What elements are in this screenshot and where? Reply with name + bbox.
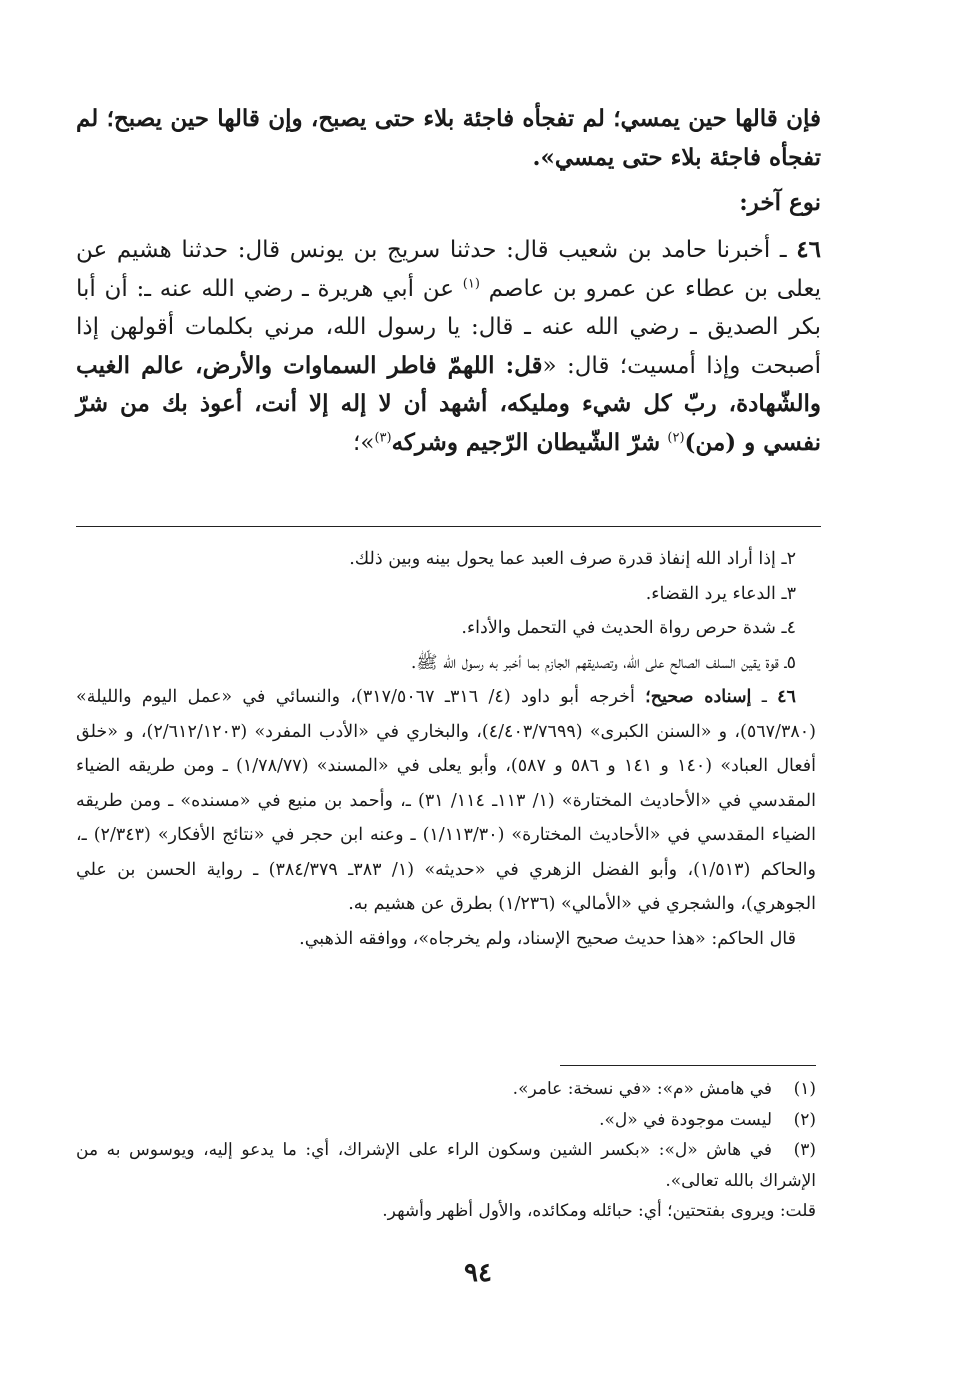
hadith-matn: عن أبي هريرة ـ رضي الله عنه ـ: أن أبا بكر الصديق ـ رضي الله عنه ـ قال: يا رسول الله، مرني بكلمات أقولهن إذا أصبحت وإذا أمسيت؛ قال: « <box>76 275 821 379</box>
hadith-number: ٤٦ <box>796 236 822 263</box>
footnote-ref-2[interactable]: (٢) <box>667 429 685 445</box>
hadith-close: »؛ <box>353 429 375 456</box>
footnote-1 <box>76 1074 816 1105</box>
footnote-marker: (٢) <box>793 1109 816 1130</box>
takhrij-text: أخرجه أبو داود (٤/ ٣١٦ـ ٣١٧/٥٠٦٧)، والنسائي في «عمل اليوم والليلة» (٥٦٧/٣٨٠)، و «السنن الكبرى» (٤/٤٠٣/٧٦٩٩)، والبخاري في «الأدب المفرد» (٢/٦١٢/١٢٠٣)، و «خلق أفعال العباد» (١٤٠ و ١٤١ و ٥٨٦ و ٥٨٧)، وأبو يعلى في «المسند» (١/٧٨/٧٧) ـ ومن طريقه الضياء المقدسي في «الأحاديث المختارة» (١/ ١١٣ـ ١١٤/ ٣١) ـ، وأحمد بن منيع في «مسنده» ـ ومن طريقه الضياء المقدسي في «الأحاديث المختارة» (١/١١٣/٣٠) ـ وعنه ابن حجر في «نتائج الأفكار» (٢/٣٤٣) ـ، والحاكم (١/٥١٣)، وأبو الفضل الزهري في «حديثه» (١/ ٣٨٣ـ ٣٨٤/٣٧٩) ـ رواية الحسن بن علي الجوهري)، والشجري في «الأمالي» (١/٢٣٦) بطرق عن هشيم به. <box>76 687 817 914</box>
hadith-dua-part-1: قل: اللهمّ فاطر السماوات والأرض، عالم الغيب والشّهادة، ربّ كل شيء ومليكه، أشهد أن لا إله إلا أنت، أعوذ بك من شرّ نفسي و (من) <box>76 351 821 456</box>
hadith-dua-part-2: شرّ الشّيطان الرّجيم وشركه <box>391 428 661 456</box>
divider-line <box>76 526 821 527</box>
note-2: ٢ـ إذا أراد الله إنفاذ قدرة صرف العبد عما يحول بينه وبين ذلك. <box>349 549 796 569</box>
footnote-3 <box>76 1135 816 1196</box>
note-5: ٥ـ قوة يقين السلف الصالح على الله، وتصديقهم الجازم بما أخبر به رسول الله ﷺ. <box>410 652 796 673</box>
notes-section <box>76 542 816 956</box>
section-heading: نوع آخر: <box>739 189 821 216</box>
footnote-marker: (٣) <box>793 1140 816 1160</box>
footnote-marker: (١) <box>793 1079 816 1099</box>
hadith-isnad: ـ أخبرنا حامد بن شعيب قال: حدثنا سريج بن يونس قال: حدثنا هشيم عن يعلى بن عطاء عن عمرو بن عاصم <box>76 237 822 302</box>
footnotes-section <box>76 1074 816 1227</box>
note-3: ٣ـ الدعاء يرد القضاء. <box>645 583 796 604</box>
footnote-ref-1[interactable]: (١) <box>462 275 480 291</box>
footnote-continuation: قلت: ويروى بفتحتين؛ أي: حبائله ومكائده، والأول أظهر وأشهر. <box>382 1201 816 1221</box>
hadith-paragraph <box>76 231 821 462</box>
takhrij-paragraph: ٤٦ ـ إسناده صحيح؛ أخرجه أبو داود (٤/ ٣١٦ـ ٣١٧/٥٠٦٧)، والنسائي في «عمل اليوم والليلة» (٥٦٧/٣٨٠)، و «السنن الكبرى» (٤/٤٠٣/٧٦٩٩)، والبخاري في «الأدب المفرد» (٢/٦١٢/١٢٠٣)، و «خلق أفعال العباد» (١٤٠ و ١٤١ و ٥٨٦ و ٥٨٧)، وأبو يعلى في «المسند» (١/٧٨/٧٧) ـ ومن طريقه الضياء المقدسي في «الأحاديث المختارة» (١/ ١١٣ـ ١١٤/ ٣١) ـ، وأحمد بن منيع في «مسنده» ـ ومن طريقه الضياء المقدسي في «الأحاديث المختارة» (١/١١٣/٣٠) ـ وعنه ابن حجر في «نتائج الأفكار» (٢/٣٤٣) ـ، والحاكم (١/٥١٣)، وأبو الفضل الزهري في «حديثه» (١/ ٣٨٣ـ ٣٨٤/٣٧٩) ـ رواية الحسن بن علي الجوهري)، والشجري في «الأمالي» (١/٢٣٦) بطرق عن هشيم به. <box>76 687 817 914</box>
footnote-2 <box>76 1105 816 1136</box>
hakim-statement: قال الحاكم: «هذا حديث صحيح الإسناد، ولم يخرجاه»، ووافقه الذهبي. <box>299 928 796 949</box>
footnote-text: في هامش «م»: «في نسخة: عامر». <box>512 1079 772 1099</box>
footnote-divider <box>560 1065 816 1066</box>
footnote-text: ليست موجودة في «ل». <box>599 1109 772 1130</box>
paragraph-intro: فإن قالها حين يمسي؛ لم تفجأه فاجئة بلاء حتى يصبح، وإن قالها حين يصبح؛ لم تفجأه فاجئة بلاء حتى يمسي». <box>76 105 821 171</box>
footnote-text: في هاش «ل»: «بكسر الشين وسكون الراء على الإشراك، أي: ما يدعو إليه، ويوسوس به من الإشراك بالله تعالى». <box>76 1140 816 1191</box>
page-number: ٩٤ <box>464 1258 492 1288</box>
main-text <box>76 100 821 462</box>
takhrij-verdict: إسناده صحيح؛ <box>645 687 752 707</box>
takhrij-number: ٤٦ <box>777 687 796 707</box>
note-4: ٤ـ شدة حرص رواة الحديث في التحمل والأداء. <box>461 618 796 638</box>
footnote-ref-3[interactable]: (٣) <box>374 429 392 445</box>
